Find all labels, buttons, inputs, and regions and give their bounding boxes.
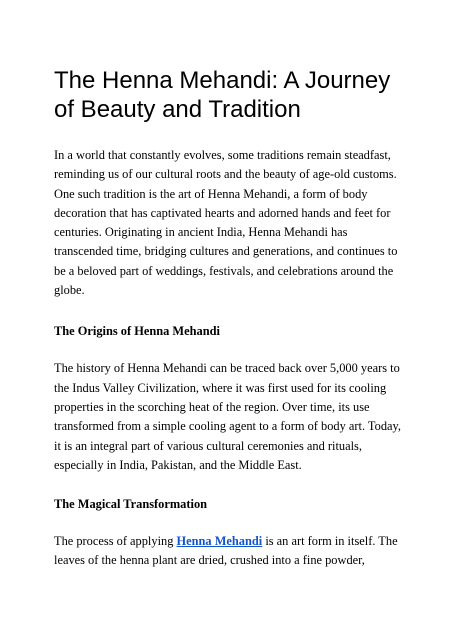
transformation-paragraph bbox=[54, 532, 402, 571]
transformation-text-after-link: is an art form in itself. The leaves of the henna plant are dried, crushed into a fine powder, bbox=[54, 534, 398, 568]
document-body bbox=[54, 66, 402, 571]
document-title: The Henna Mehandi: A Journey of Beauty and Tradition bbox=[54, 67, 391, 123]
origins-paragraph: The history of Henna Mehandi can be traced back over 5,000 years to the Indus Valley Civilization, where it was first used for its cooling properties in the scorching heat of the region. Over time, its use transformed from a simple cooling agent to a form of body art. Today, it is an integral part of various cultural ceremonies and rituals, especially in India, Pakistan, and the Middle East. bbox=[54, 361, 402, 472]
intro-paragraph: In a world that constantly evolves, some traditions remain steadfast, reminding us of our cultural roots and the beauty of age-old customs. One such tradition is the art of Henna Mehandi, a form of body decoration that has captivated hearts and adorned hands and feet for centuries. Originating in ancient India, Henna Mehandi has transcended time, bridging cultures and generations, and continues to be a beloved part of weddings, festivals, and celebrations around the globe. bbox=[54, 148, 398, 298]
henna-mehandi-link[interactable]: Henna Mehandi bbox=[176, 534, 263, 549]
transformation-text-before-link: The process of applying bbox=[54, 534, 177, 549]
section-heading-origins: The Origins of Henna Mehandi bbox=[54, 324, 220, 339]
section-heading-transformation: The Magical Transformation bbox=[54, 497, 208, 512]
